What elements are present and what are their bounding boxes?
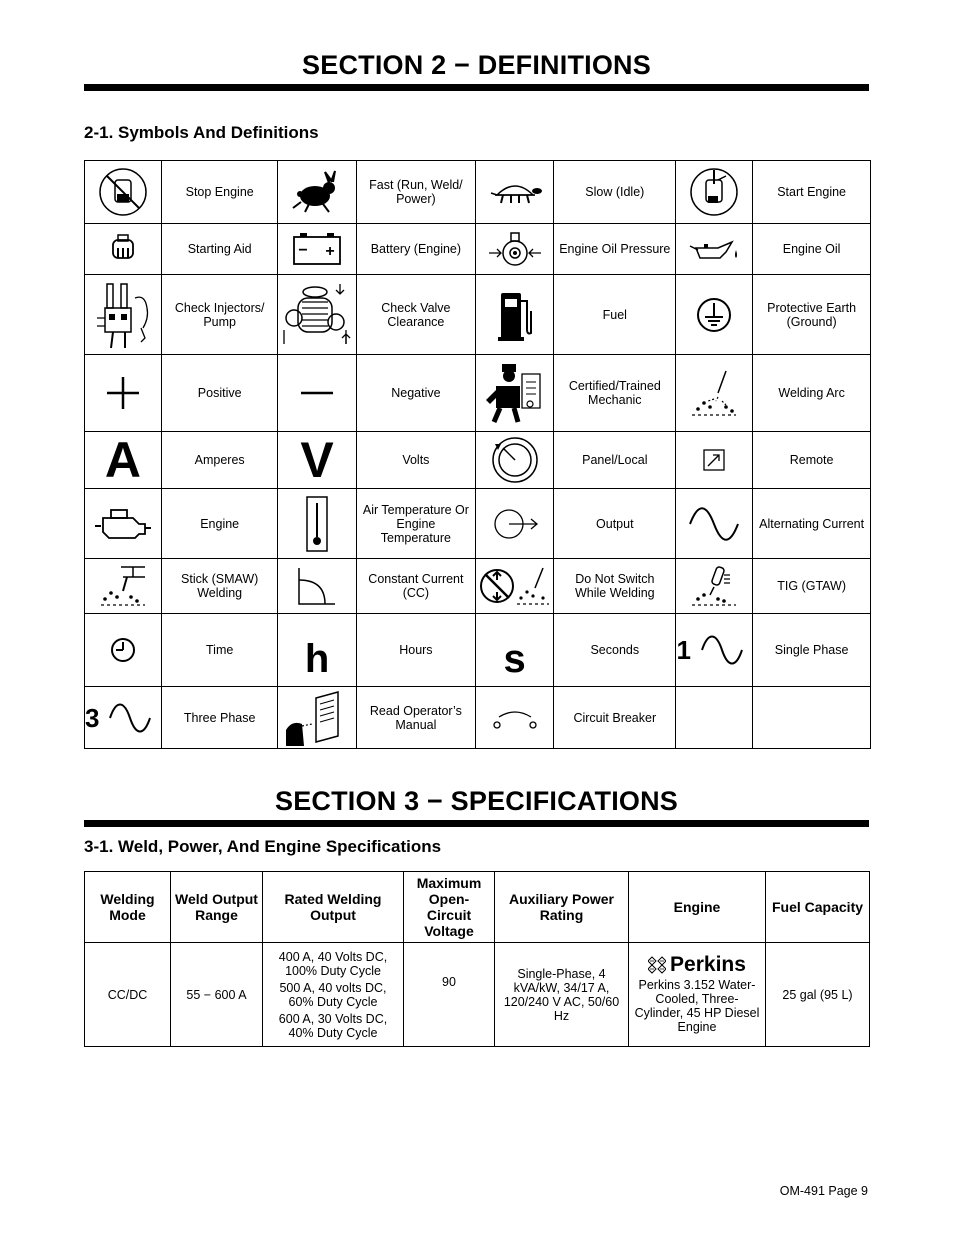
do-not-switch-label: Do Not Switch While Welding bbox=[554, 559, 676, 614]
battery-icon bbox=[278, 224, 356, 275]
symbols-row bbox=[85, 355, 871, 432]
header-aux-power: Auxiliary Power Rating bbox=[495, 872, 629, 943]
circuit-breaker-icon bbox=[476, 687, 554, 749]
battery-label: Battery (Engine) bbox=[356, 224, 475, 275]
three-phase-number: 3 bbox=[85, 702, 100, 733]
section3-rule bbox=[84, 820, 869, 827]
symbols-row bbox=[85, 432, 871, 489]
symbols-row bbox=[85, 559, 871, 614]
perkins-brand: Perkins bbox=[670, 952, 746, 976]
cell-aux-power: Single-Phase, 4 kVA/kW, 34/17 A, 120/240 V AC, 50/60 Hz bbox=[495, 943, 629, 1047]
volts-letter: V bbox=[300, 432, 334, 488]
temperature-icon bbox=[278, 489, 356, 559]
panel-local-icon bbox=[476, 432, 554, 489]
cell-weld-output-range: 55 − 600 A bbox=[171, 943, 263, 1047]
rated-output-line: 400 A, 40 Volts DC, 100% Duty Cycle bbox=[278, 949, 388, 978]
certified-mechanic-label: Certified/Trained Mechanic bbox=[554, 355, 676, 432]
header-max-ocv: Maximum Open-Circuit Voltage bbox=[404, 872, 495, 943]
start-engine-label: Start Engine bbox=[753, 161, 871, 224]
engine-oil-label: Engine Oil bbox=[753, 224, 871, 275]
output-label: Output bbox=[554, 489, 676, 559]
page-footer: OM-491 Page 9 bbox=[779, 1184, 868, 1198]
battery-minus: − bbox=[298, 242, 308, 259]
specs-data-row bbox=[85, 943, 870, 1047]
specs-header-row bbox=[85, 872, 870, 943]
amperes-icon bbox=[85, 432, 162, 489]
negative-icon bbox=[278, 355, 356, 432]
symbols-row bbox=[85, 687, 871, 749]
panel-local-label: Panel/Local bbox=[554, 432, 676, 489]
positive-label: Positive bbox=[161, 355, 277, 432]
engine-oil-icon bbox=[676, 224, 753, 275]
starting-aid-icon bbox=[85, 224, 162, 275]
section3-subtitle: 3-1. Weld, Power, And Engine Specifications bbox=[84, 837, 442, 856]
single-phase-number: 1 bbox=[676, 635, 691, 665]
symbols-row bbox=[85, 489, 871, 559]
single-phase-label: Single Phase bbox=[753, 614, 871, 687]
fuel-label: Fuel bbox=[554, 275, 676, 355]
three-phase-label: Three Phase bbox=[161, 687, 277, 749]
perkins-logo bbox=[632, 952, 762, 976]
volts-label: Volts bbox=[356, 432, 475, 489]
alternating-current-icon bbox=[676, 489, 753, 559]
cell-rated-welding-output bbox=[263, 943, 404, 1047]
injector-pump-icon bbox=[85, 275, 162, 355]
header-fuel-capacity: Fuel Capacity bbox=[766, 872, 870, 943]
stop-engine-label: Stop Engine bbox=[161, 161, 277, 224]
seconds-icon bbox=[476, 614, 554, 687]
constant-current-icon bbox=[278, 559, 356, 614]
battery-plus: + bbox=[325, 243, 335, 260]
symbols-row bbox=[85, 275, 871, 355]
tig-welding-icon bbox=[676, 559, 753, 614]
positive-icon bbox=[85, 355, 162, 432]
symbols-row bbox=[85, 614, 871, 687]
alternating-current-label: Alternating Current bbox=[753, 489, 871, 559]
seconds-label: Seconds bbox=[554, 614, 676, 687]
constant-current-label: Constant Current (CC) bbox=[356, 559, 475, 614]
empty-label-cell bbox=[753, 687, 871, 749]
oil-pressure-icon bbox=[476, 224, 554, 275]
header-welding-mode: Welding Mode bbox=[85, 872, 171, 943]
stop-engine-icon bbox=[85, 161, 162, 224]
amperes-label: Amperes bbox=[161, 432, 277, 489]
negative-label: Negative bbox=[356, 355, 475, 432]
temperature-label: Air Temperature Or Engine Temperature bbox=[356, 489, 475, 559]
valve-clearance-icon bbox=[278, 275, 356, 355]
welding-arc-label: Welding Arc bbox=[753, 355, 871, 432]
header-rated-welding-output: Rated Welding Output bbox=[263, 872, 404, 943]
rated-output-line: 500 A, 40 volts DC, 60% Duty Cycle bbox=[279, 980, 387, 1009]
circuit-breaker-label: Circuit Breaker bbox=[554, 687, 676, 749]
output-icon bbox=[476, 489, 554, 559]
operators-manual-label: Read Operator’s Manual bbox=[356, 687, 475, 749]
hours-letter: h bbox=[304, 637, 330, 681]
volts-icon bbox=[278, 432, 356, 489]
fast-rabbit-icon bbox=[278, 161, 356, 224]
cell-engine bbox=[629, 943, 766, 1047]
section3-title: SECTION 3 − SPECIFICATIONS bbox=[274, 786, 678, 816]
do-not-switch-icon bbox=[476, 559, 554, 614]
oil-pressure-label: Engine Oil Pressure bbox=[554, 224, 676, 275]
symbols-row bbox=[85, 161, 871, 224]
starting-aid-label: Starting Aid bbox=[161, 224, 277, 275]
stick-welding-icon bbox=[85, 559, 162, 614]
amperes-letter: A bbox=[104, 432, 142, 488]
slow-turtle-icon bbox=[476, 161, 554, 224]
cell-fuel-capacity: 25 gal (95 L) bbox=[766, 943, 870, 1047]
section2-subtitle: 2-1. Symbols And Definitions bbox=[84, 123, 319, 142]
cell-welding-mode: CC/DC bbox=[85, 943, 171, 1047]
fast-label: Fast (Run, Weld/ Power) bbox=[356, 161, 475, 224]
engine-icon bbox=[85, 489, 162, 559]
section2-title: SECTION 2 − DEFINITIONS bbox=[302, 50, 651, 80]
specs-table bbox=[84, 871, 870, 1047]
tig-welding-label: TIG (GTAW) bbox=[753, 559, 871, 614]
start-engine-icon bbox=[676, 161, 753, 224]
single-phase-icon bbox=[676, 614, 753, 687]
engine-label: Engine bbox=[161, 489, 277, 559]
hours-label: Hours bbox=[356, 614, 475, 687]
engine-description: Perkins 3.152 Water-Cooled, Three-Cylinder, 45 HP Diesel Engine bbox=[634, 977, 760, 1034]
header-engine: Engine bbox=[629, 872, 766, 943]
remote-icon bbox=[676, 432, 753, 489]
valve-clearance-label: Check Valve Clearance bbox=[356, 275, 475, 355]
operators-manual-icon bbox=[278, 687, 356, 749]
hours-icon bbox=[278, 614, 356, 687]
certified-mechanic-icon bbox=[476, 355, 554, 432]
symbols-table bbox=[84, 160, 871, 749]
seconds-letter: s bbox=[503, 637, 526, 681]
stick-welding-label: Stick (SMAW) Welding bbox=[161, 559, 277, 614]
time-label: Time bbox=[161, 614, 277, 687]
three-phase-icon bbox=[85, 687, 162, 749]
time-icon bbox=[85, 614, 162, 687]
empty-icon-cell bbox=[676, 687, 753, 749]
welding-arc-icon bbox=[676, 355, 753, 432]
rated-output-line: 600 A, 30 Volts DC, 40% Duty Cycle bbox=[278, 1011, 388, 1040]
cell-max-ocv: 90 bbox=[404, 943, 495, 1047]
protective-earth-label: Protective Earth (Ground) bbox=[753, 275, 871, 355]
protective-earth-icon bbox=[676, 275, 753, 355]
slow-label: Slow (Idle) bbox=[554, 161, 676, 224]
header-weld-output-range: Weld Output Range bbox=[171, 872, 263, 943]
perkins-logo-icon bbox=[648, 956, 666, 974]
fuel-pump-icon bbox=[476, 275, 554, 355]
symbols-row bbox=[85, 224, 871, 275]
injector-pump-label: Check Injectors/ Pump bbox=[161, 275, 277, 355]
section2-rule bbox=[84, 84, 869, 91]
remote-label: Remote bbox=[753, 432, 871, 489]
